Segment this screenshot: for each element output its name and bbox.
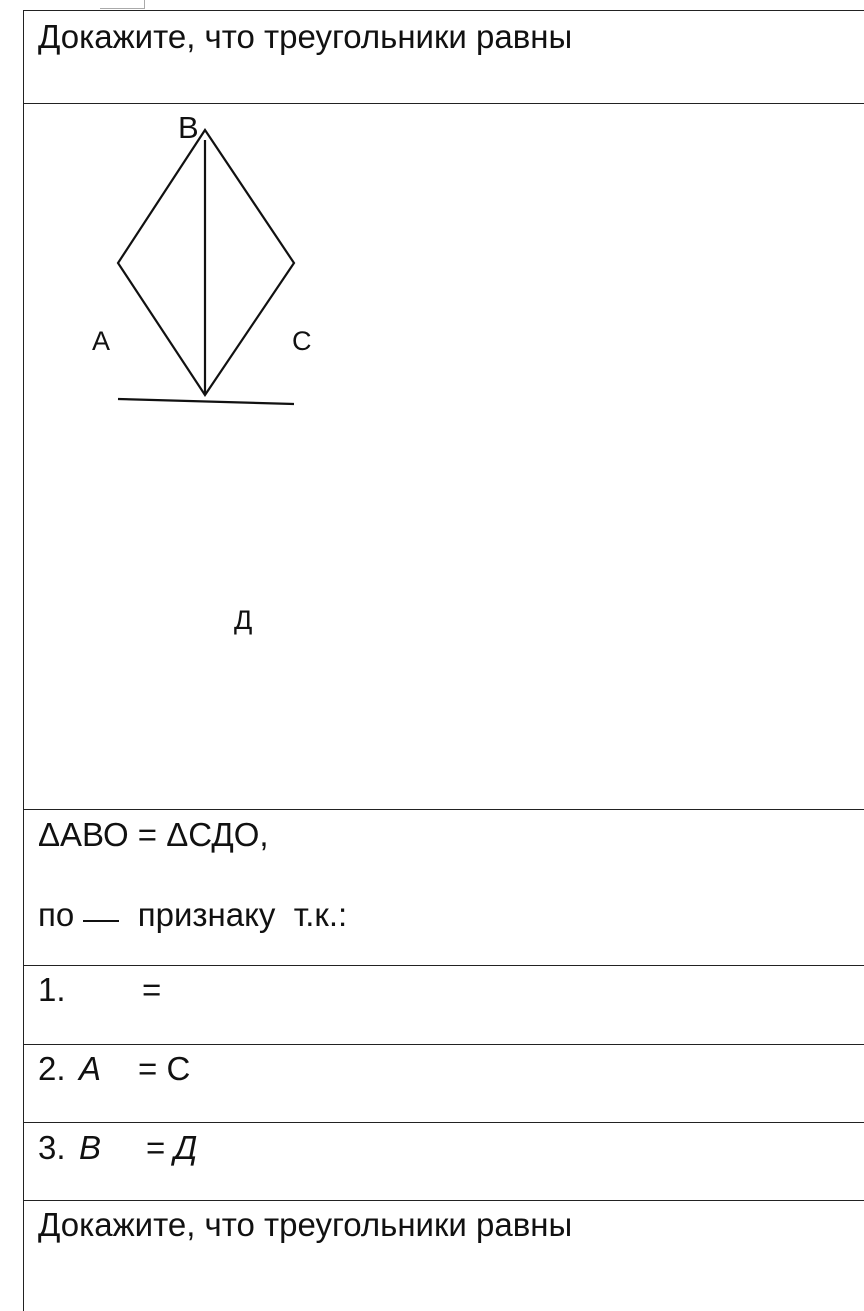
step-1-equals: = <box>142 971 162 1008</box>
step-1-number: 1. <box>38 971 66 1008</box>
criterion-prefix: по <box>38 896 75 933</box>
label-b: B <box>178 110 199 145</box>
step-2-left: A <box>79 1050 102 1087</box>
next-task-header: Докажите, что треугольники равны <box>38 1206 573 1243</box>
row-divider <box>23 1200 864 1201</box>
proof-statement: ΔАВО = ΔСДО, <box>38 816 269 853</box>
criterion-blank <box>83 920 119 922</box>
label-d: Д <box>234 605 253 635</box>
step-3-right: Д <box>174 1129 198 1166</box>
label-a: A <box>92 326 111 356</box>
row-divider <box>23 965 864 966</box>
step-2-equals: = С <box>138 1050 191 1087</box>
row-divider <box>23 1044 864 1045</box>
step-3-number: 3. <box>38 1129 66 1166</box>
row-divider <box>23 1122 864 1123</box>
step-2-number: 2. <box>38 1050 66 1087</box>
label-c: C <box>292 326 312 356</box>
row-divider <box>23 809 864 810</box>
task-header: Докажите, что треугольники равны <box>38 18 573 55</box>
criterion-line <box>38 898 347 931</box>
base-line <box>118 399 294 404</box>
step-3-left: B <box>79 1129 102 1166</box>
step-3-equals: = <box>146 1129 166 1166</box>
criterion-suffix: признаку т.к.: <box>137 896 348 933</box>
